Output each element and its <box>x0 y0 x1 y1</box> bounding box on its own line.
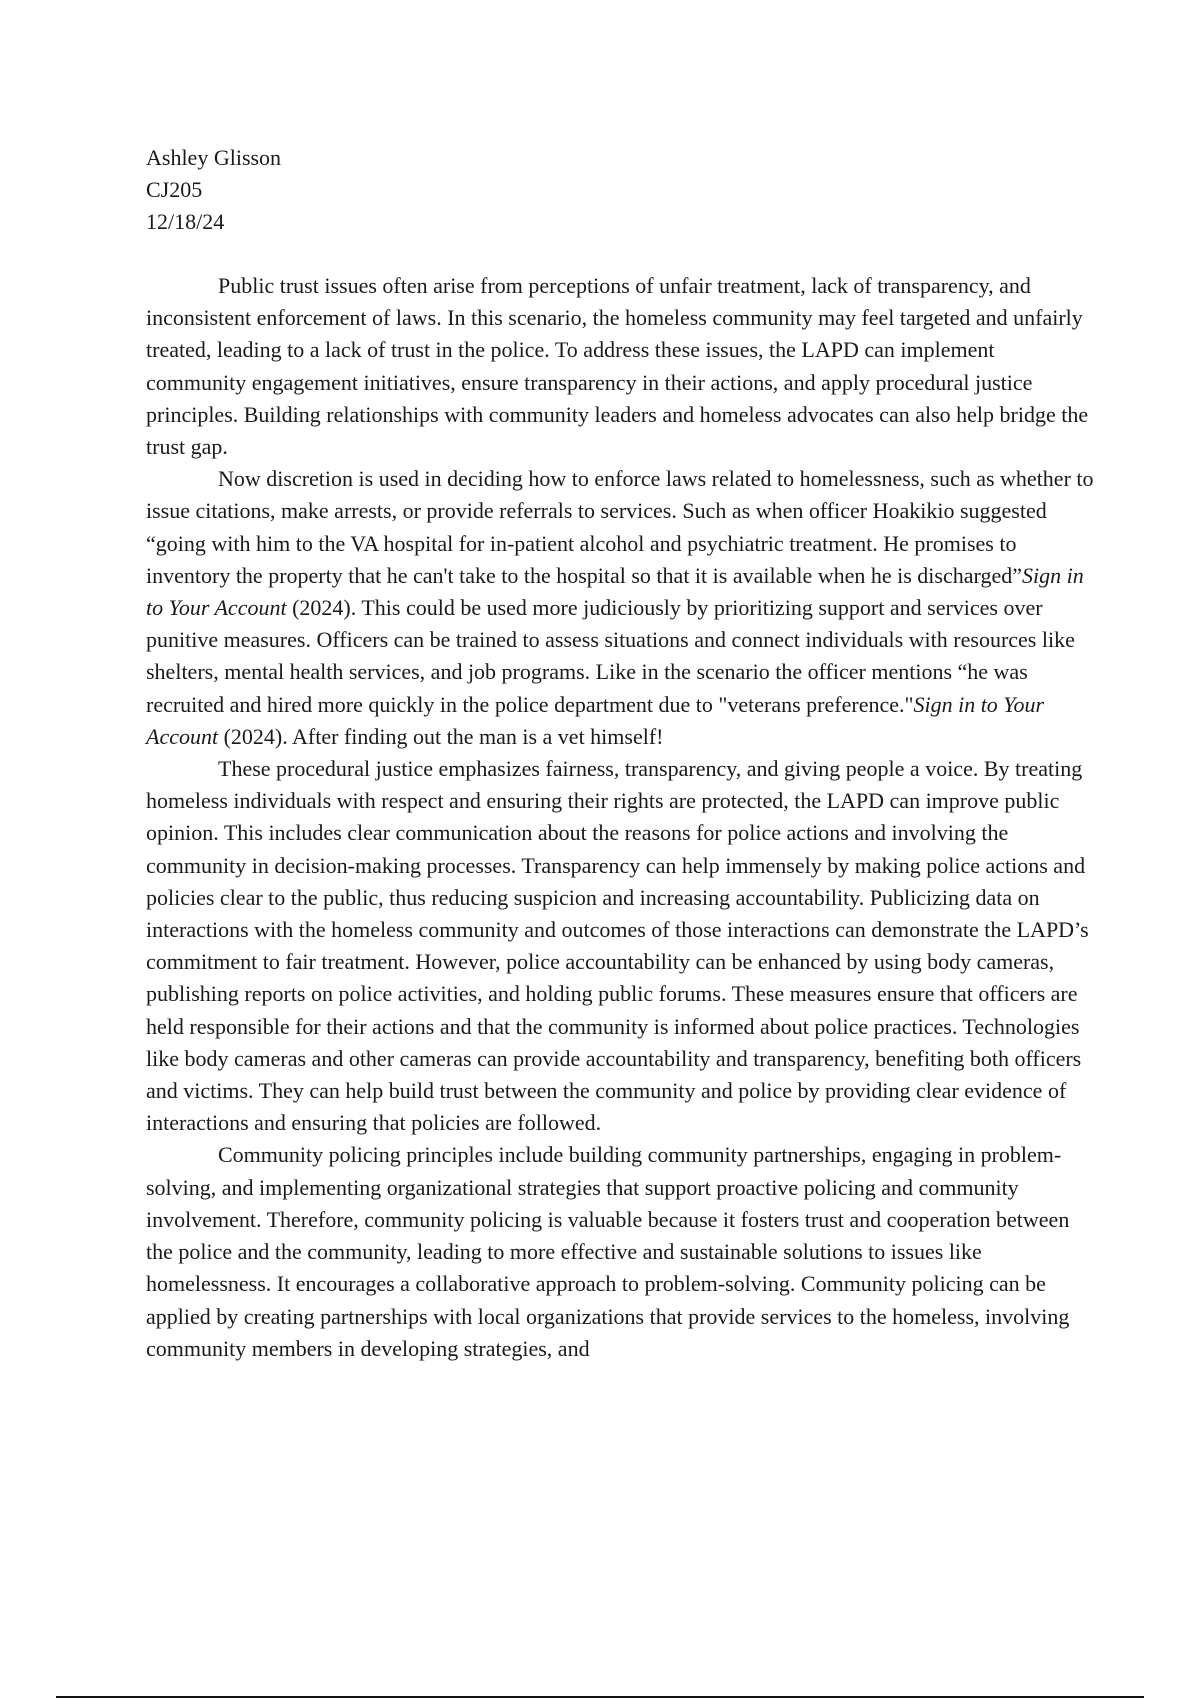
paragraph-text: (2024). After finding out the man is a vet himself! <box>218 723 664 749</box>
paragraph-community-policing <box>146 1139 1096 1364</box>
paragraph-text: Now discretion is used in deciding how to enforce laws related to homelessness, such as whether to issue citations, make arrests, or provide referrals to services. Such as when officer Hoakikio suggested “going with him to the VA hospital for in-patient alcohol and psychiatric treatment. He promises to inventory the property that he can't take to the hospital so that it is available when he is discharged” <box>146 466 1094 588</box>
document-page <box>146 142 1096 1365</box>
author-name: Ashley Glisson <box>146 145 282 170</box>
document-body <box>146 270 1096 1365</box>
paragraph-text: (2024). This could be used more judiciously by prioritizing support and services over punitive measures. Officers can be trained to assess situations and connect individuals with resources like shelters, mental health services, and job programs. Like in the scenario the officer mentions “he was recruited and hired more quickly in the police department due to "veterans preference." <box>146 595 1075 717</box>
paragraph-procedural-justice <box>146 753 1096 1139</box>
citation-title: Sign in to Your Account <box>146 562 1084 621</box>
paragraph-text: Community policing principles include building community partnerships, engaging in problem-solving, and implementing organizational strategies that support proactive policing and community involvement. Therefore, community policing is valuable because it fosters trust and cooperation between the police and the community, leading to more effective and sustainable solutions to issues like homelessness. It encourages a collaborative approach to problem-solving. Community policing can be applied by creating partnerships with local organizations that provide services to the homeless, involving community members in developing strategies, and <box>146 1142 1070 1361</box>
document-header <box>146 142 1096 238</box>
paragraph-discretion <box>146 463 1096 753</box>
paragraph-text: Public trust issues often arise from perceptions of unfair treatment, lack of transparency, and inconsistent enforcement of laws. In this scenario, the homeless community may feel targeted and unfairly treated, leading to a lack of trust in the police. To address these issues, the LAPD can implement community engagement initiatives, ensure transparency in their actions, and apply procedural justice principles. Building relationships with community leaders and homeless advocates can also help bridge the trust gap. <box>146 273 1089 460</box>
page-divider <box>56 1696 1144 1698</box>
citation-title: Sign in to Your Account <box>146 691 1045 749</box>
paragraph-public-trust <box>146 270 1096 463</box>
course-code: CJ205 <box>146 177 203 202</box>
paragraph-text: These procedural justice emphasizes fairness, transparency, and giving people a voice. By treating homeless individuals with respect and ensuring their rights are protected, the LAPD can improve public opinion. This includes clear communication about the reasons for police actions and involving the community in decision-making processes. Transparency can help immensely by making police actions and policies clear to the public, thus reducing suspicion and increasing accountability. Publicizing data on interactions with the homeless community and outcomes of those interactions can demonstrate the LAPD’s commitment to fair treatment. However, police accountability can be enhanced by using body cameras, publishing reports on police activities, and holding public forums. These measures ensure that officers are held responsible for their actions and that the community is informed about police practices. Technologies like body cameras and other cameras can provide accountability and transparency, benefiting both officers and victims. They can help build trust between the community and police by providing clear evidence of interactions and ensuring that policies are followed. <box>146 756 1089 1136</box>
document-date: 12/18/24 <box>146 209 225 234</box>
